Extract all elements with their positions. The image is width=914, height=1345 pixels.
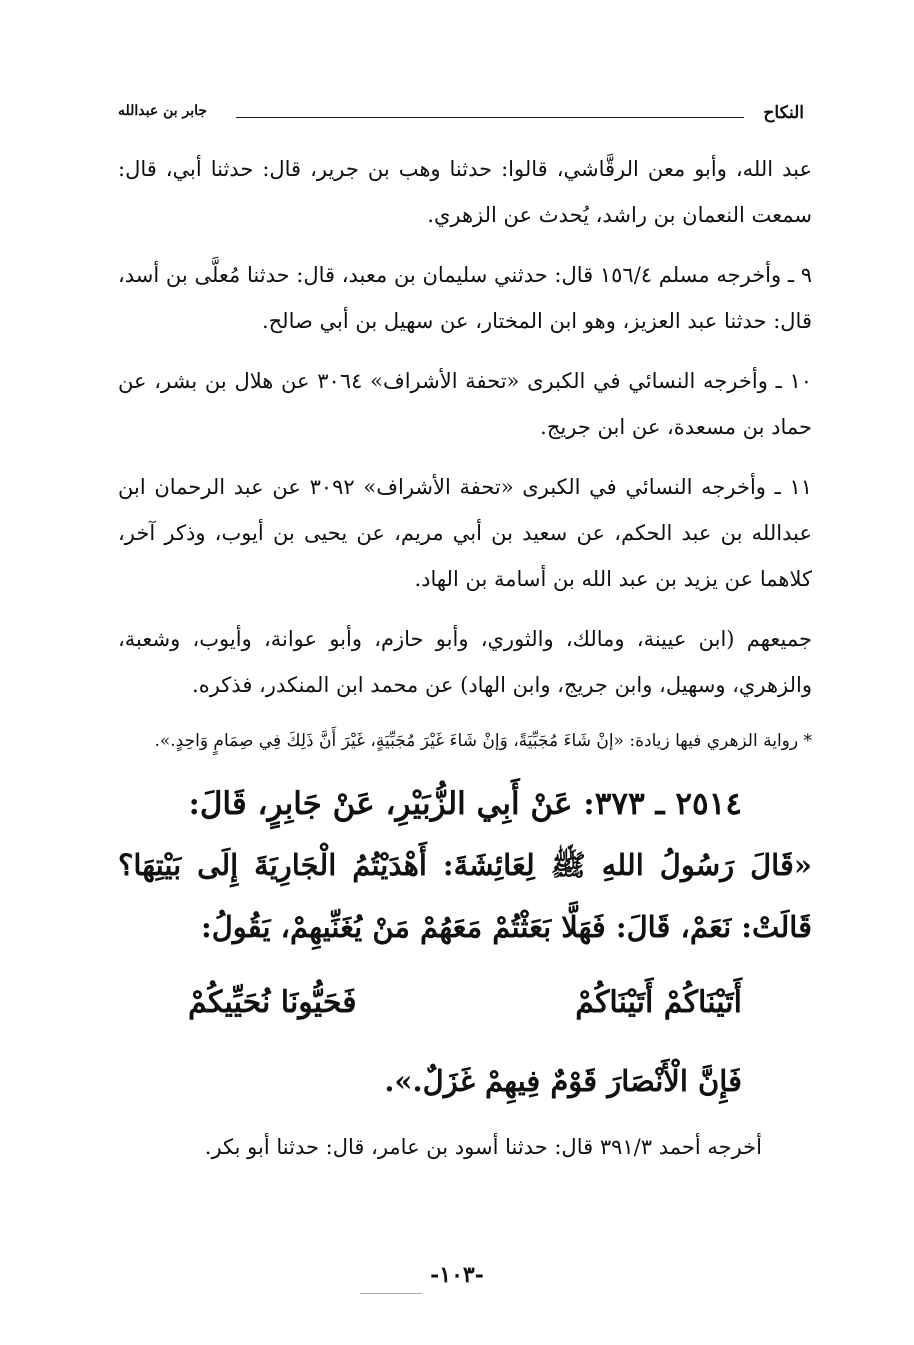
footnote-zuhri: * رواية الزهري فيها زيادة: «إنْ شَاءَ مُجَبِّيَةً، وَإنْ شَاءَ غَيْرَ مُجَبِّيَةٍ، غَيْرَ أَنَّ ذَلِكَ فِي صِمَامٍ وَاحِدٍ.». (154, 731, 812, 751)
hadith-closing: فَإِنَّ الْأَنْصَارَ قَوْمٌ فِيهِمْ غَزَلٌ.». (384, 1064, 742, 1098)
hadith-text: «قَالَ رَسُولُ اللهِ ﷺ لِعَائِشَةَ: أَهْدَيْتُمُ الْجَارِيَةَ إِلَى بَيْتِهَا؟ قَالَتْ: نَعَمْ، قَالَ: فَهَلَّا بَعَثْتُمْ مَعَهُمْ مَنْ يُغَنِّيهِمْ، يَقُولُ: (118, 848, 812, 944)
verse-second-hemistich: فَحَيُّونَا نُحَيِّيكُمْ (188, 985, 357, 1020)
hadith-heading: ٢٥١٤ ـ ٣٧٣: عَنْ أَبِي الزُّبَيْرِ، عَنْ جَابِرٍ، قَالَ: (188, 786, 742, 822)
paragraph-summary: جميعهم (ابن عيينة، ومالك، والثوري، وأبو حازم، وأبو عوانة، وأيوب، وشعبة، والزهري، وسهيل، وابن جريج، وابن الهاد) عن محمد ابن المنكدر، فذكره. (118, 627, 812, 697)
running-header (118, 103, 804, 129)
paragraph-item-9: ٩ ـ وأخرجه مسلم ١٥٦/٤ قال: حدثني سليمان بن معبد، قال: حدثنا مُعلَّى بن أسد، قال: حدثنا عبد العزيز، وهو ابن المختار، عن سهيل بن أبي صالح. (118, 263, 812, 333)
paragraph-item-11: ١١ ـ وأخرجه النسائي في الكبرى «تحفة الأشراف» ٣٠٩٢ عن عبد الرحمان ابن عبدالله بن عبد الحكم، عن سعيد بن أبي مريم، عن يحيى بن أيوب، وذكر آخر، كلاهما عن يزيد بن عبد الله بن أسامة بن الهاد. (118, 475, 812, 591)
paragraph-continuation: عبد الله، وأبو معن الرقَّاشي، قالوا: حدثنا وهب بن جرير، قال: حدثنا أبي، قال: سمعت النعمان بن راشد، يُحدث عن الزهري. (118, 157, 812, 227)
chapter-title: النكاح (763, 103, 804, 123)
scan-line (360, 1293, 422, 1294)
narrator-title: جابر بن عبدالله (118, 103, 208, 119)
poem-verse (188, 964, 742, 1042)
paragraph-item-10: ١٠ ـ وأخرجه النسائي في الكبرى «تحفة الأشراف» ٣٠٦٤ عن هلال بن بشر، عن حماد بن مسعدة، عن ابن جريج. (118, 369, 812, 439)
page-number: -١٠٣- (430, 1262, 484, 1288)
header-rule (236, 117, 744, 118)
verse-first-hemistich: أَتَيْنَاكُمْ أَتَيْنَاكُمْ (575, 985, 742, 1020)
hadith-source: أخرجه أحمد ٣٩١/٣ قال: حدثنا أسود بن عامر، قال: حدثنا أبو بكر. (204, 1135, 762, 1159)
page-body (118, 146, 812, 1170)
